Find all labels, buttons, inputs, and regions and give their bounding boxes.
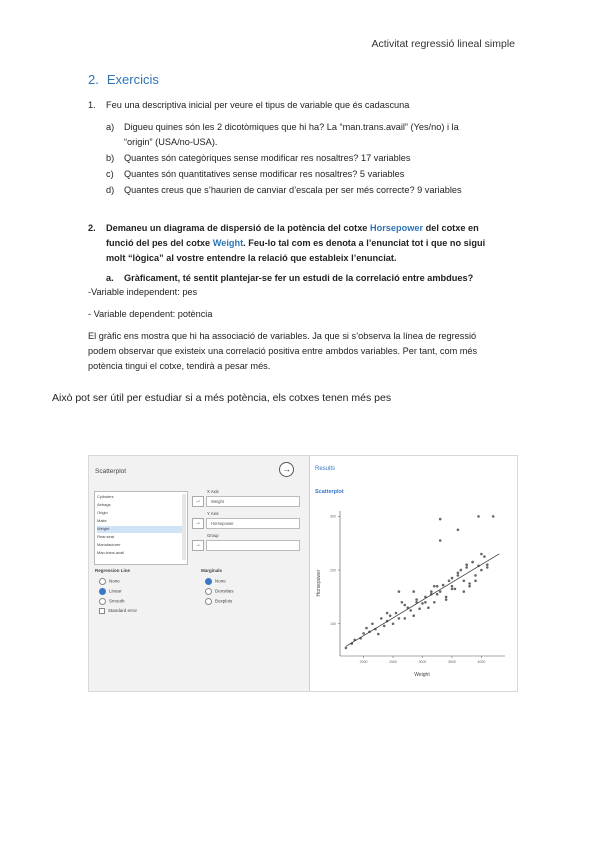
y-tick-label: 300 <box>330 514 336 519</box>
radio-label: Smooth <box>109 598 125 604</box>
data-point <box>439 590 442 593</box>
data-point <box>424 601 427 604</box>
q1-item-a-line1: Digueu quines són les 2 dicotòmiques que hi ha? La “man.trans.avail” (Yes/no) i la <box>124 122 459 132</box>
weight-term: Weight <box>212 238 244 248</box>
q2-text: . Feu-lo tal com es denota a l’enunciat tot i que no sigui <box>243 238 486 248</box>
data-point <box>430 590 433 593</box>
x-axis-title: Weight <box>414 672 430 678</box>
data-point <box>451 588 454 591</box>
scatterplot <box>310 501 510 691</box>
regression-heading: Regression Line <box>95 568 131 573</box>
q1-item-letter: b) <box>106 153 115 163</box>
x-tick-label: 2500 <box>389 660 397 664</box>
regression-none-radio[interactable] <box>99 578 120 585</box>
x-tick-label: 4000 <box>477 660 486 664</box>
regression-linear-radio[interactable] <box>99 588 122 595</box>
data-point <box>477 515 480 518</box>
radio-label: Linear <box>109 588 122 594</box>
data-point <box>398 617 401 620</box>
q2-text: Demaneu un diagrama de dispersió de la potència del cotxe <box>106 223 370 233</box>
data-point <box>386 612 389 615</box>
data-point <box>486 566 489 569</box>
standard-error-checkbox[interactable] <box>99 608 137 614</box>
radio-dot <box>99 598 106 605</box>
q1-item-c: Quantes són quantitatives sense modificar res nosaltres? 5 variables <box>124 169 405 179</box>
options-pane <box>89 456 310 691</box>
answer-para-line: El gràfic ens mostra que hi ha associació de variables. Ja que si s’observa la línea de regressió <box>88 331 477 341</box>
data-point <box>421 602 424 605</box>
conclusion-line: Això pot ser útil per estudiar si a més potència, els cotxes tenen més pes <box>52 392 392 404</box>
radio-label: None <box>109 578 120 584</box>
data-point <box>412 614 415 617</box>
data-point <box>445 598 448 601</box>
x-axis-field[interactable] <box>206 496 300 507</box>
data-point <box>439 518 442 521</box>
q2-line3: molt “lògica” al vostre entendre la relació que estableix l’enunciat. <box>106 253 397 263</box>
data-point <box>468 585 471 588</box>
section-heading <box>88 72 159 87</box>
variable-list[interactable] <box>94 491 188 565</box>
data-point <box>392 623 395 626</box>
panel-title: Scatterplot <box>95 468 127 475</box>
data-point <box>401 601 404 604</box>
data-point <box>345 647 348 650</box>
data-point <box>398 590 401 593</box>
data-point <box>451 585 454 588</box>
answer-para-line: potència tingui el cotxe, tendirà a pesar més. <box>88 361 271 371</box>
section-title: Exercicis <box>106 72 159 87</box>
data-point <box>371 623 374 626</box>
x-tick-label: 3000 <box>418 660 427 664</box>
plot-title: Scatterplot <box>315 489 344 495</box>
data-point <box>404 604 407 607</box>
checkbox-label: Standard error <box>108 608 138 614</box>
data-point <box>463 590 466 593</box>
data-point <box>436 593 439 596</box>
q2-sub-text: Gràficament, té sentit plantejar-se fer un estudi de la correlació entre ambdues? <box>124 273 474 283</box>
data-point <box>474 574 477 577</box>
group-field[interactable] <box>206 540 300 551</box>
list-item[interactable]: Weight <box>97 526 183 533</box>
group-label: Group <box>207 533 219 538</box>
q1-item-letter: a) <box>106 122 115 132</box>
data-point <box>439 539 442 542</box>
data-point <box>451 577 454 580</box>
list-item[interactable]: Man.trans.avail <box>97 550 125 555</box>
radio-dot <box>205 588 212 595</box>
q2-line2 <box>106 236 485 251</box>
x-axis-value: Weight <box>211 499 224 504</box>
data-point <box>457 574 460 577</box>
data-point <box>471 561 474 564</box>
radio-dot <box>205 598 212 605</box>
jamovi-screenshot <box>88 455 518 692</box>
radio-label: Boxplots <box>215 598 233 604</box>
data-point <box>492 515 495 518</box>
q1-item-b: Quantes són categòriques sense modificar res nosaltres? 17 variables <box>124 153 411 163</box>
horsepower-term: Horsepower <box>369 223 424 233</box>
data-point <box>474 580 477 583</box>
list-item[interactable]: Airbags <box>97 502 111 507</box>
radio-dot <box>205 578 212 585</box>
data-point <box>480 569 483 572</box>
y-axis-value: Horsepower <box>211 521 234 526</box>
data-point <box>483 555 486 558</box>
data-point <box>418 607 421 610</box>
data-point <box>377 633 380 636</box>
marginals-boxplots-radio[interactable] <box>205 598 232 605</box>
data-point <box>365 627 368 630</box>
q2-sub-letter: a. <box>106 273 114 283</box>
q2-line1 <box>106 221 516 236</box>
answer-independent: -Variable independent: pes <box>88 287 198 297</box>
data-point <box>383 625 386 628</box>
data-point <box>433 585 436 588</box>
answer-para-line: podem observar que existeix una correlació positiva entre ambdos variables. Per tant, com més <box>88 346 478 356</box>
data-point <box>389 614 392 617</box>
q1-number: 1. <box>88 100 96 110</box>
data-point <box>445 596 448 599</box>
y-tick-label: 200 <box>330 568 336 573</box>
data-point <box>457 529 460 532</box>
move-to-x-button[interactable]: → <box>192 496 204 507</box>
list-item[interactable]: Manufacturer <box>97 542 121 547</box>
data-point <box>468 582 471 585</box>
data-point <box>404 617 407 620</box>
data-point <box>463 580 466 583</box>
marginals-densities-radio[interactable] <box>205 588 234 595</box>
list-item[interactable]: Make <box>97 518 107 523</box>
data-point <box>480 553 483 556</box>
radio-dot <box>99 578 106 585</box>
y-axis-field[interactable] <box>206 518 300 529</box>
data-point <box>409 609 412 612</box>
q1-item-d: Quantes creus que s’haurien de canviar d’escala per ser més correcte? 9 variables <box>124 185 462 195</box>
data-point <box>465 566 468 569</box>
data-point <box>460 569 463 572</box>
list-item[interactable]: Rear.seat <box>97 534 115 539</box>
results-pane <box>310 456 517 691</box>
data-point <box>486 563 489 566</box>
arrow-right-icon[interactable]: → <box>279 462 294 477</box>
data-point <box>465 563 468 566</box>
data-point <box>433 601 436 604</box>
data-point <box>454 588 457 591</box>
data-point <box>362 632 365 635</box>
x-axis-label: X Axis <box>207 489 219 494</box>
data-point <box>412 590 415 593</box>
radio-label: Densities <box>215 588 234 594</box>
marginals-none-radio[interactable] <box>205 578 226 585</box>
checkbox-box <box>99 608 105 614</box>
data-point <box>380 617 383 620</box>
data-point <box>457 572 460 575</box>
data-point <box>427 606 430 609</box>
data-point <box>395 612 398 615</box>
y-tick-label: 100 <box>330 621 336 626</box>
radio-label: None <box>215 578 226 584</box>
radio-dot <box>99 588 106 595</box>
running-header: Activitat regressió lineal simple <box>371 38 515 50</box>
q1-item-letter: d) <box>106 185 115 195</box>
data-point <box>442 584 445 587</box>
y-axis-label: Y Axis <box>207 511 219 516</box>
section-number: 2. <box>88 72 99 87</box>
q1-text: Feu una descriptiva inicial per veure el tipus de variable que és cadascuna <box>106 100 410 110</box>
q1-item-letter: c) <box>106 169 114 179</box>
q2-text: funció del pes del cotxe <box>106 238 213 248</box>
move-to-y-button[interactable]: → <box>192 518 204 529</box>
marginals-heading: Marginals <box>201 568 223 573</box>
q2-text: del cotxe en <box>423 223 479 233</box>
x-tick-label: 2000 <box>359 660 368 664</box>
regression-line <box>346 554 499 646</box>
list-item[interactable]: Cylinders <box>97 494 114 499</box>
move-to-group-button[interactable]: → <box>192 540 204 551</box>
data-point <box>415 598 418 601</box>
answer-dependent: - Variable dependent: potència <box>88 309 213 319</box>
q2-number: 2. <box>88 223 96 233</box>
regression-smooth-radio[interactable] <box>99 598 125 605</box>
y-axis-title: Horsepower <box>316 569 322 597</box>
list-scrollbar[interactable] <box>182 494 186 560</box>
list-item[interactable]: Origin <box>97 510 108 515</box>
x-tick-label: 3500 <box>448 660 456 664</box>
data-point <box>436 585 439 588</box>
results-title: Results <box>315 466 336 472</box>
data-point <box>448 580 451 583</box>
q1-item-a-line2: “origin” (USA/no-USA). <box>124 137 218 147</box>
